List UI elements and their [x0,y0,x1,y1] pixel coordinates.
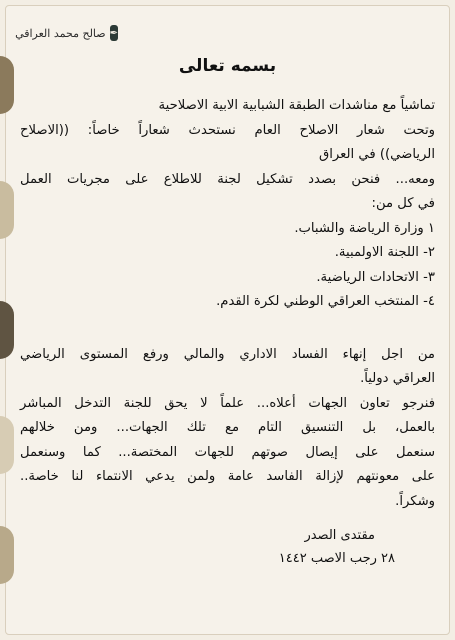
pen-icon: ✒ [110,25,118,41]
signature-name: مقتدى الصدر [304,528,375,543]
text-line: تماشياً مع مناشدات الطبقة الشبابية الابية الاصلاحية [158,98,435,113]
logo-text: صالح محمد العراقي [15,26,106,40]
list-item: ٢- اللجنة الاولمبية. [334,245,435,260]
logo [15,20,118,46]
text-line: سنعمل على إيصال صوتهم للجهات المختصة... كما وسنعمل [20,444,435,460]
text-line: وتحت شعار الاصلاح العام نستحدث شعاراً خاصاً: ((الاصلاح [20,122,435,138]
decorative-tab [0,301,14,359]
decorative-tab [0,416,14,474]
decorative-tab [0,181,14,239]
list-item: ٣- الاتحادات الرياضية. [316,269,435,285]
text-line: وشكراً. [395,493,435,509]
list-item: ٤- المنتخب العراقي الوطني لكرة القدم. [216,294,435,309]
text-line: في كل من: [371,196,435,211]
list-item: ١ وزارة الرياضة والشباب. [294,220,435,236]
text-line: الرياضي)) في العراق [318,147,435,162]
signature-block [20,524,435,570]
text-line: بالعمل، بل التنسيق التام مع تلك الجهات... ومن خلالهم [20,420,435,435]
text-line: على معونتهم لإزالة الفاسد عامة ولمن يدعي الانتماء لنا خاصة.. [20,469,435,484]
text-line: من اجل إنهاء الفساد الاداري والمالي ورفع المستوى الرياضي [20,346,435,362]
decorative-tab [0,526,14,584]
signature-date: ٢٨ رجب الاصب ١٤٤٢ [278,551,395,566]
page-title: بسمه تعالى [178,56,277,76]
text-line: ومعه... فنحن بصدد تشكيل لجنة للاطلاع على مجريات العمل [20,171,435,187]
decorative-tab [0,56,14,114]
text-line: العراقي دولياً. [360,371,435,386]
text-line: فنرجو تعاون الجهات أعلاه... علماً لا يحق للجنة التدخل المباشر [20,395,435,411]
letter-body [20,56,435,570]
